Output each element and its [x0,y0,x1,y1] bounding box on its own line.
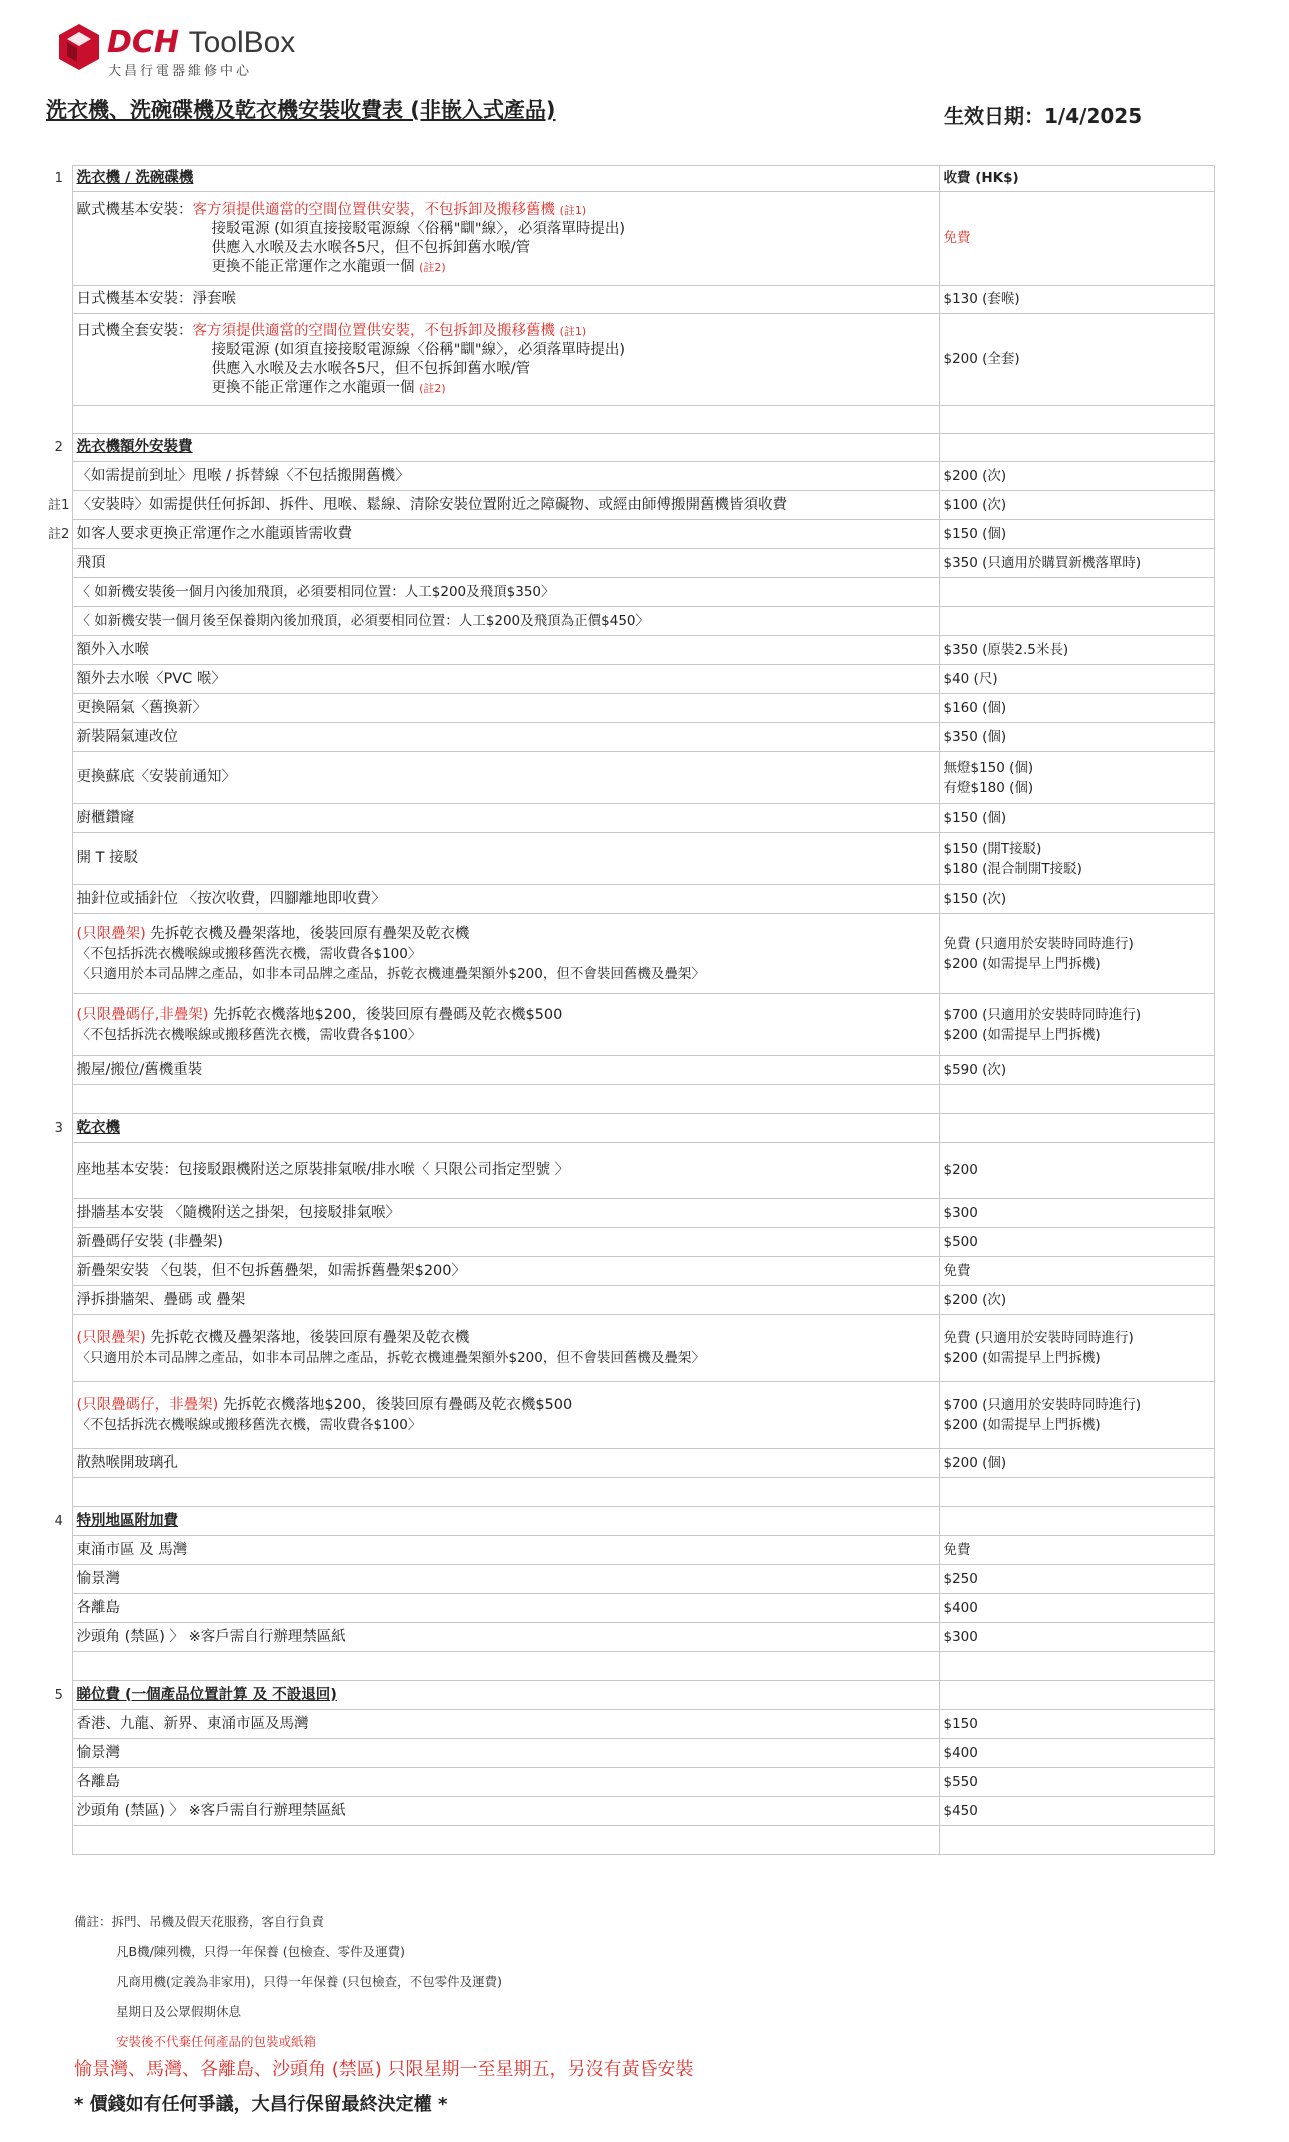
fee-description: 新疊架安裝 〈包裝，但不包拆舊疊架，如需拆舊疊架$200〉 [72,1257,939,1286]
fee-price: $350 (個) [939,723,1214,752]
fee-description: 抽針位或插針位 〈按次收費，四腳離地即收費〉 [72,885,939,914]
fee-description: 〈安裝時〉如需提供任何拆卸、拆件、甩喉、鬆線、清除安裝位置附近之障礙物、或經由師傅搬開舊機皆須收費 [72,491,939,520]
fee-price: $150 [939,1710,1214,1739]
fee-description: 〈 如新機安裝後一個月內後加飛頂，必須要相同位置：人工$200及飛頂$350〉 [72,578,939,607]
table-row [46,1257,1214,1286]
fee-description: 淨拆掛牆架、疊碼 或 疊架 [72,1286,939,1315]
fee-price: 無燈$150 (個) 有燈$180 (個) [939,752,1214,804]
remark-line: 安裝後不代棄任何產品的包裝或紙箱 [116,2034,317,2049]
table-row [46,1449,1214,1478]
remarks [74,1907,502,2057]
fee-description: 愉景灣 [72,1565,939,1594]
fee-price: $350 (原裝2.5米長) [939,636,1214,665]
table-row [46,1739,1214,1768]
table-row [46,1623,1214,1652]
fee-price: 免費 [939,192,1214,286]
table-row [46,1228,1214,1257]
fee-description: 廚櫃鑽窿 [72,804,939,833]
fee-price: $700 (只適用於安裝時同時進行) $200 (如需提早上門拆機) [939,994,1214,1056]
fee-description: 座地基本安裝：包接駁跟機附送之原裝排氣喉/排水喉〈 只限公司指定型號 〉 [72,1143,939,1199]
section-title: 洗衣機額外安裝費 [72,434,939,462]
fee-description: 額外去水喉〈PVC 喉〉 [72,665,939,694]
fee-description: (只限疊架) 先拆乾衣機及疊架落地，後裝回原有疊架及乾衣機 〈只適用於本司品牌之產品，如非本司品牌之產品，拆乾衣機連疊架額外$200，但不會裝回舊機及疊架〉 [72,1315,939,1382]
fee-description: 沙頭角 (禁區) 〉 ※客戶需自行辦理禁區紙 [72,1797,939,1826]
fee-price: $130 (套喉) [939,286,1214,314]
price-header: 收費 (HK$) [939,166,1214,192]
logo [55,22,296,79]
fee-price: $160 (個) [939,694,1214,723]
table-row [46,1768,1214,1797]
brand-subtitle: 大昌行電器維修中心 [108,64,253,79]
fee-price: $150 (開T接駁) $180 (混合制開T接駁) [939,833,1214,885]
table-row [46,578,1214,607]
fee-description: (只限疊架) 先拆乾衣機及疊架落地，後裝回原有疊架及乾衣機 〈不包括拆洗衣機喉線或搬移舊洗衣機，需收費各$100〉 〈只適用於本司品牌之產品，如非本司品牌之產品，拆乾衣機連疊架額外$200，但不會裝回舊機及疊架〉 [72,914,939,994]
table-row [46,1143,1214,1199]
table-row [46,994,1214,1056]
section-1-header [46,166,1214,192]
fee-price: $400 [939,1739,1214,1768]
table-row [46,914,1214,994]
section-title: 睇位費 (一個產品位置計算 及 不設退回) [72,1681,939,1710]
fee-price: $300 [939,1623,1214,1652]
table-row [46,1382,1214,1449]
fee-description: 更換蘇底〈安裝前通知〉 [72,752,939,804]
fee-price: 免費 (只適用於安裝時同時進行) $200 (如需提早上門拆機) [939,914,1214,994]
effective-date: 生效日期：1/4/2025 [944,104,1143,128]
table-row [46,1536,1214,1565]
table-row [46,1199,1214,1228]
fee-description: 沙頭角 (禁區) 〉 ※客戶需自行辦理禁區紙 [72,1623,939,1652]
table-row [46,885,1214,914]
table-row [46,752,1214,804]
fee-price: $350 (只適用於購買新機落單時) [939,549,1214,578]
fee-description: 各離島 [72,1594,939,1623]
fee-description: 歐式機基本安裝：客方須提供適當的空間位置供安裝，不包拆卸及搬移舊機 (註1) 接駁電源 (如須直接接駁電源線〈俗稱"瞓"線〉，必須落單時提出) 供應入水喉及去水喉各5尺，但不包拆卸舊水喉/管 更換不能正常運作之水龍頭一個 (註2) [72,192,939,286]
area-notice: 愉景灣、馬灣、各離島、沙頭角 (禁區) 只限星期一至星期五，另沒有黃昏安裝 [74,2059,694,2080]
dch-logo-icon [55,22,103,72]
section-2-header [46,434,1214,462]
fee-price: $150 (次) [939,885,1214,914]
fee-description: 各離島 [72,1768,939,1797]
fee-price: 免費 (只適用於安裝時同時進行) $200 (如需提早上門拆機) [939,1315,1214,1382]
fee-price: $550 [939,1768,1214,1797]
table-row [46,636,1214,665]
page-title: 洗衣機、洗碗碟機及乾衣機安裝收費表 (非嵌入式產品) [46,98,556,122]
fee-description: 搬屋/搬位/舊機重裝 [72,1056,939,1085]
table-row [46,549,1214,578]
remark-line: 星期日及公眾假期休息 [116,2004,242,2019]
table-row [46,665,1214,694]
table-row [46,192,1214,286]
table-row [46,833,1214,885]
fee-description: 額外入水喉 [72,636,939,665]
table-row [46,286,1214,314]
remark-line: 凡商用機(定義為非家用)，只得一年保養 (只包檢查，不包零件及運費) [116,1974,502,1989]
fee-table [46,165,1215,1855]
table-row [46,1710,1214,1739]
note-marker: 註2 [48,526,70,542]
fee-price: $200 (次) [939,1286,1214,1315]
fee-price: $590 (次) [939,1056,1214,1085]
fee-description: 新疊碼仔安裝 (非疊架) [72,1228,939,1257]
fee-description: 如客人要求更換正常運作之水龍頭皆需收費 [72,520,939,549]
section-5-header [46,1681,1214,1710]
fee-price: $100 (次) [939,491,1214,520]
fee-price: $450 [939,1797,1214,1826]
table-row [46,1797,1214,1826]
fee-price: $200 (個) [939,1449,1214,1478]
fee-description: 散熱喉開玻璃孔 [72,1449,939,1478]
table-row [46,1056,1214,1085]
table-row [46,694,1214,723]
fee-description: 香港、九龍、新界、東涌市區及馬灣 [72,1710,939,1739]
table-row [46,314,1214,406]
fee-description: 〈 如新機安裝一個月後至保養期內後加飛頂，必須要相同位置：人工$200及飛頂為正價$450〉 [72,607,939,636]
section-title: 乾衣機 [72,1114,939,1143]
section-number: 5 [54,1687,63,1703]
section-3-header [46,1114,1214,1143]
fee-description: 〈如需提前到址〉甩喉 / 拆替線〈不包括搬開舊機〉 [72,462,939,491]
table-row [46,520,1214,549]
brand-name: DCH ToolBox [107,25,296,60]
table-row [46,491,1214,520]
fee-description: (只限疊碼仔,非疊架) 先拆乾衣機落地$200，後裝回原有疊碼及乾衣機$500 〈不包括拆洗衣機喉線或搬移舊洗衣機，需收費各$100〉 [72,994,939,1056]
fee-description: 東涌市區 及 馬灣 [72,1536,939,1565]
table-row [46,1594,1214,1623]
section-4-header [46,1507,1214,1536]
fee-price: $700 (只適用於安裝時同時進行) $200 (如需提早上門拆機) [939,1382,1214,1449]
fee-description: 日式機基本安裝：淨套喉 [72,286,939,314]
table-row [46,1565,1214,1594]
fee-price: $250 [939,1565,1214,1594]
table-row [46,1286,1214,1315]
fee-price: $300 [939,1199,1214,1228]
fee-price: $500 [939,1228,1214,1257]
remark-line: 凡B機/陳列機，只得一年保養 (包檢查、零件及運費) [116,1944,406,1959]
fee-price: $200 [939,1143,1214,1199]
fee-price: $150 (個) [939,520,1214,549]
section-number: 2 [54,440,63,455]
remark-line: 備註：拆門、吊機及假天花服務，客自行負責 [74,1914,325,1929]
fee-description: 掛牆基本安裝 〈隨機附送之掛架，包接駁排氣喉〉 [72,1199,939,1228]
table-row [46,723,1214,752]
fee-price: $400 [939,1594,1214,1623]
fee-description: 愉景灣 [72,1739,939,1768]
fee-description: 開 T 接駁 [72,833,939,885]
fee-price: 免費 [939,1536,1214,1565]
fee-price: $200 (全套) [939,314,1214,406]
section-title: 洗衣機 / 洗碗碟機 [72,166,939,192]
note-marker: 註1 [48,497,70,513]
fee-price: 免費 [939,1257,1214,1286]
table-row [46,462,1214,491]
fee-description: 新裝隔氣連改位 [72,723,939,752]
fee-price: $200 (次) [939,462,1214,491]
section-number: 3 [54,1120,63,1136]
section-number: 1 [54,171,63,186]
table-row [46,1315,1214,1382]
fee-description: 日式機全套安裝：客方須提供適當的空間位置供安裝，不包拆卸及搬移舊機 (註1) 接駁電源 (如須直接接駁電源線〈俗稱"瞓"線〉，必須落單時提出) 供應入水喉及去水喉各5尺，但不包拆卸舊水喉/管 更換不能正常運作之水龍頭一個 (註2) [72,314,939,406]
table-row [46,607,1214,636]
section-title: 特別地區附加費 [72,1507,939,1536]
fee-description: 飛頂 [72,549,939,578]
fee-price: $40 (尺) [939,665,1214,694]
fee-description: (只限疊碼仔，非疊架) 先拆乾衣機落地$200，後裝回原有疊碼及乾衣機$500 〈不包括拆洗衣機喉線或搬移舊洗衣機，需收費各$100〉 [72,1382,939,1449]
fee-price: $150 (個) [939,804,1214,833]
section-number: 4 [54,1513,63,1529]
final-statement: * 價錢如有任何爭議，大昌行保留最終決定權 * [74,2094,448,2115]
table-row [46,804,1214,833]
fee-description: 更換隔氣〈舊換新〉 [72,694,939,723]
